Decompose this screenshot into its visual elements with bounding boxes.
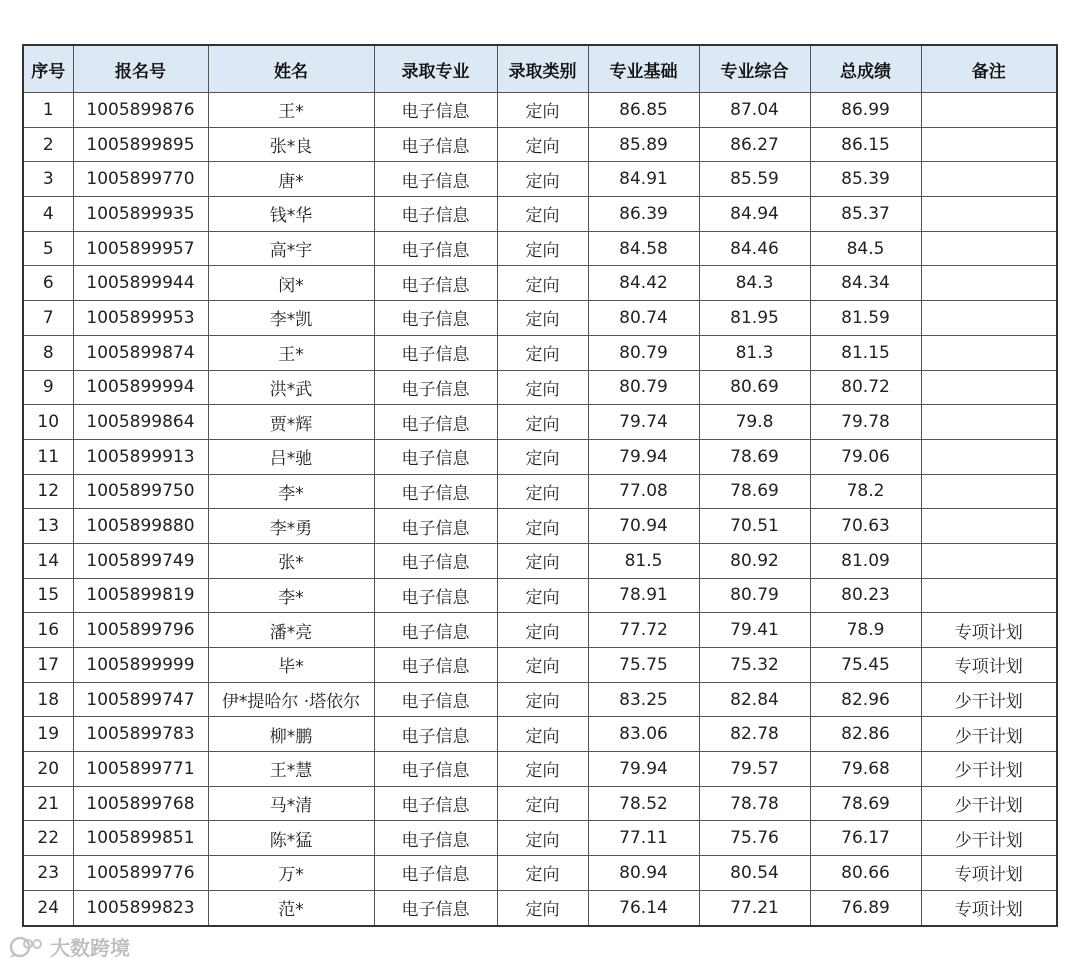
comprehensive-score-cell: 75.32 bbox=[699, 648, 810, 683]
comprehensive-score-cell: 79.41 bbox=[699, 613, 810, 648]
row-number-cell: 11 bbox=[23, 439, 73, 474]
major-cell: 电子信息 bbox=[374, 93, 497, 128]
registration-number-cell: 1005899874 bbox=[73, 335, 208, 370]
basic-score-cell: 83.06 bbox=[588, 717, 699, 752]
row-number-cell: 23 bbox=[23, 856, 73, 891]
category-cell: 定向 bbox=[497, 509, 588, 544]
major-cell: 电子信息 bbox=[374, 509, 497, 544]
row-number-cell: 20 bbox=[23, 752, 73, 787]
basic-score-cell: 80.79 bbox=[588, 335, 699, 370]
name-cell: 潘*亮 bbox=[208, 613, 374, 648]
table-row bbox=[23, 890, 1057, 925]
basic-score-cell: 80.79 bbox=[588, 370, 699, 405]
comprehensive-score-cell: 81.95 bbox=[699, 301, 810, 336]
major-cell: 电子信息 bbox=[374, 439, 497, 474]
basic-score-cell: 79.74 bbox=[588, 405, 699, 440]
column-header: 报名号 bbox=[73, 45, 208, 93]
total-score-cell: 70.63 bbox=[810, 509, 921, 544]
table-row bbox=[23, 856, 1057, 891]
table-row bbox=[23, 335, 1057, 370]
total-score-cell: 81.59 bbox=[810, 301, 921, 336]
table-header bbox=[23, 45, 1057, 93]
column-header: 序号 bbox=[23, 45, 73, 93]
column-header: 姓名 bbox=[208, 45, 374, 93]
table-row bbox=[23, 127, 1057, 162]
remark-cell bbox=[921, 439, 1057, 474]
comprehensive-score-cell: 84.94 bbox=[699, 197, 810, 232]
total-score-cell: 82.86 bbox=[810, 717, 921, 752]
basic-score-cell: 77.08 bbox=[588, 474, 699, 509]
registration-number-cell: 1005899749 bbox=[73, 543, 208, 578]
category-cell: 定向 bbox=[497, 752, 588, 787]
category-cell: 定向 bbox=[497, 613, 588, 648]
total-score-cell: 81.15 bbox=[810, 335, 921, 370]
remark-cell: 专项计划 bbox=[921, 613, 1057, 648]
table-row bbox=[23, 648, 1057, 683]
remark-cell bbox=[921, 93, 1057, 128]
category-cell: 定向 bbox=[497, 578, 588, 613]
category-cell: 定向 bbox=[497, 197, 588, 232]
name-cell: 王* bbox=[208, 93, 374, 128]
total-score-cell: 78.9 bbox=[810, 613, 921, 648]
name-cell: 李* bbox=[208, 578, 374, 613]
major-cell: 电子信息 bbox=[374, 370, 497, 405]
table-row bbox=[23, 474, 1057, 509]
major-cell: 电子信息 bbox=[374, 786, 497, 821]
remark-cell: 少干计划 bbox=[921, 682, 1057, 717]
registration-number-cell: 1005899819 bbox=[73, 578, 208, 613]
table-row bbox=[23, 93, 1057, 128]
table-row bbox=[23, 717, 1057, 752]
category-cell: 定向 bbox=[497, 127, 588, 162]
registration-number-cell: 1005899999 bbox=[73, 648, 208, 683]
major-cell: 电子信息 bbox=[374, 752, 497, 787]
category-cell: 定向 bbox=[497, 335, 588, 370]
comprehensive-score-cell: 81.3 bbox=[699, 335, 810, 370]
registration-number-cell: 1005899895 bbox=[73, 127, 208, 162]
category-cell: 定向 bbox=[497, 821, 588, 856]
major-cell: 电子信息 bbox=[374, 335, 497, 370]
category-cell: 定向 bbox=[497, 162, 588, 197]
remark-cell: 少干计划 bbox=[921, 786, 1057, 821]
table-row bbox=[23, 821, 1057, 856]
name-cell: 陈*猛 bbox=[208, 821, 374, 856]
basic-score-cell: 79.94 bbox=[588, 439, 699, 474]
table-row bbox=[23, 197, 1057, 232]
total-score-cell: 79.78 bbox=[810, 405, 921, 440]
category-cell: 定向 bbox=[497, 93, 588, 128]
basic-score-cell: 78.91 bbox=[588, 578, 699, 613]
remark-cell bbox=[921, 162, 1057, 197]
name-cell: 毕* bbox=[208, 648, 374, 683]
basic-score-cell: 78.52 bbox=[588, 786, 699, 821]
column-header: 专业基础 bbox=[588, 45, 699, 93]
remark-cell bbox=[921, 578, 1057, 613]
major-cell: 电子信息 bbox=[374, 231, 497, 266]
major-cell: 电子信息 bbox=[374, 197, 497, 232]
total-score-cell: 86.99 bbox=[810, 93, 921, 128]
major-cell: 电子信息 bbox=[374, 266, 497, 301]
row-number-cell: 24 bbox=[23, 890, 73, 925]
remark-cell bbox=[921, 266, 1057, 301]
remark-cell bbox=[921, 405, 1057, 440]
table-row bbox=[23, 682, 1057, 717]
comprehensive-score-cell: 80.92 bbox=[699, 543, 810, 578]
name-cell: 伊*提哈尔 ·塔依尔 bbox=[208, 682, 374, 717]
row-number-cell: 1 bbox=[23, 93, 73, 128]
row-number-cell: 12 bbox=[23, 474, 73, 509]
basic-score-cell: 77.72 bbox=[588, 613, 699, 648]
row-number-cell: 15 bbox=[23, 578, 73, 613]
comprehensive-score-cell: 78.69 bbox=[699, 439, 810, 474]
registration-number-cell: 1005899796 bbox=[73, 613, 208, 648]
comprehensive-score-cell: 77.21 bbox=[699, 890, 810, 925]
total-score-cell: 80.72 bbox=[810, 370, 921, 405]
basic-score-cell: 80.74 bbox=[588, 301, 699, 336]
registration-number-cell: 1005899783 bbox=[73, 717, 208, 752]
remark-cell bbox=[921, 231, 1057, 266]
basic-score-cell: 76.14 bbox=[588, 890, 699, 925]
remark-cell bbox=[921, 197, 1057, 232]
basic-score-cell: 75.75 bbox=[588, 648, 699, 683]
remark-cell bbox=[921, 127, 1057, 162]
major-cell: 电子信息 bbox=[374, 162, 497, 197]
name-cell: 范* bbox=[208, 890, 374, 925]
category-cell: 定向 bbox=[497, 648, 588, 683]
watermark bbox=[8, 932, 130, 961]
total-score-cell: 81.09 bbox=[810, 543, 921, 578]
table-row bbox=[23, 301, 1057, 336]
registration-number-cell: 1005899776 bbox=[73, 856, 208, 891]
total-score-cell: 80.23 bbox=[810, 578, 921, 613]
major-cell: 电子信息 bbox=[374, 682, 497, 717]
name-cell: 王* bbox=[208, 335, 374, 370]
comprehensive-score-cell: 79.57 bbox=[699, 752, 810, 787]
basic-score-cell: 86.85 bbox=[588, 93, 699, 128]
basic-score-cell: 70.94 bbox=[588, 509, 699, 544]
table-row bbox=[23, 439, 1057, 474]
comprehensive-score-cell: 80.69 bbox=[699, 370, 810, 405]
table-row bbox=[23, 370, 1057, 405]
remark-cell bbox=[921, 543, 1057, 578]
basic-score-cell: 84.42 bbox=[588, 266, 699, 301]
comprehensive-score-cell: 80.79 bbox=[699, 578, 810, 613]
major-cell: 电子信息 bbox=[374, 578, 497, 613]
comprehensive-score-cell: 79.8 bbox=[699, 405, 810, 440]
comprehensive-score-cell: 82.84 bbox=[699, 682, 810, 717]
remark-cell bbox=[921, 370, 1057, 405]
category-cell: 定向 bbox=[497, 890, 588, 925]
category-cell: 定向 bbox=[497, 266, 588, 301]
comprehensive-score-cell: 80.54 bbox=[699, 856, 810, 891]
column-header: 专业综合 bbox=[699, 45, 810, 93]
remark-cell bbox=[921, 509, 1057, 544]
category-cell: 定向 bbox=[497, 370, 588, 405]
row-number-cell: 6 bbox=[23, 266, 73, 301]
category-cell: 定向 bbox=[497, 717, 588, 752]
total-score-cell: 78.2 bbox=[810, 474, 921, 509]
table-row bbox=[23, 543, 1057, 578]
table-row bbox=[23, 266, 1057, 301]
total-score-cell: 75.45 bbox=[810, 648, 921, 683]
basic-score-cell: 81.5 bbox=[588, 543, 699, 578]
column-header: 总成绩 bbox=[810, 45, 921, 93]
total-score-cell: 85.39 bbox=[810, 162, 921, 197]
total-score-cell: 78.69 bbox=[810, 786, 921, 821]
chat-bubble-logo-icon bbox=[8, 935, 46, 959]
row-number-cell: 10 bbox=[23, 405, 73, 440]
table-row bbox=[23, 613, 1057, 648]
category-cell: 定向 bbox=[497, 439, 588, 474]
admission-score-table bbox=[22, 44, 1058, 927]
basic-score-cell: 84.91 bbox=[588, 162, 699, 197]
total-score-cell: 86.15 bbox=[810, 127, 921, 162]
row-number-cell: 9 bbox=[23, 370, 73, 405]
major-cell: 电子信息 bbox=[374, 890, 497, 925]
name-cell: 柳*鹏 bbox=[208, 717, 374, 752]
registration-number-cell: 1005899768 bbox=[73, 786, 208, 821]
column-header: 备注 bbox=[921, 45, 1057, 93]
column-header: 录取类别 bbox=[497, 45, 588, 93]
registration-number-cell: 1005899876 bbox=[73, 93, 208, 128]
name-cell: 闵* bbox=[208, 266, 374, 301]
major-cell: 电子信息 bbox=[374, 648, 497, 683]
registration-number-cell: 1005899953 bbox=[73, 301, 208, 336]
name-cell: 李* bbox=[208, 474, 374, 509]
name-cell: 王*慧 bbox=[208, 752, 374, 787]
category-cell: 定向 bbox=[497, 543, 588, 578]
major-cell: 电子信息 bbox=[374, 543, 497, 578]
remark-cell: 少干计划 bbox=[921, 752, 1057, 787]
category-cell: 定向 bbox=[497, 405, 588, 440]
total-score-cell: 84.34 bbox=[810, 266, 921, 301]
row-number-cell: 7 bbox=[23, 301, 73, 336]
row-number-cell: 16 bbox=[23, 613, 73, 648]
remark-cell: 专项计划 bbox=[921, 648, 1057, 683]
total-score-cell: 79.06 bbox=[810, 439, 921, 474]
comprehensive-score-cell: 84.46 bbox=[699, 231, 810, 266]
column-header: 录取专业 bbox=[374, 45, 497, 93]
total-score-cell: 80.66 bbox=[810, 856, 921, 891]
name-cell: 洪*武 bbox=[208, 370, 374, 405]
registration-number-cell: 1005899864 bbox=[73, 405, 208, 440]
table-row bbox=[23, 162, 1057, 197]
major-cell: 电子信息 bbox=[374, 474, 497, 509]
basic-score-cell: 77.11 bbox=[588, 821, 699, 856]
row-number-cell: 3 bbox=[23, 162, 73, 197]
major-cell: 电子信息 bbox=[374, 613, 497, 648]
remark-cell bbox=[921, 301, 1057, 336]
comprehensive-score-cell: 85.59 bbox=[699, 162, 810, 197]
header-row bbox=[23, 45, 1057, 93]
category-cell: 定向 bbox=[497, 474, 588, 509]
table-row bbox=[23, 509, 1057, 544]
name-cell: 张*良 bbox=[208, 127, 374, 162]
row-number-cell: 18 bbox=[23, 682, 73, 717]
remark-cell: 少干计划 bbox=[921, 821, 1057, 856]
basic-score-cell: 86.39 bbox=[588, 197, 699, 232]
comprehensive-score-cell: 87.04 bbox=[699, 93, 810, 128]
comprehensive-score-cell: 70.51 bbox=[699, 509, 810, 544]
registration-number-cell: 1005899913 bbox=[73, 439, 208, 474]
remark-cell bbox=[921, 335, 1057, 370]
name-cell: 高*宇 bbox=[208, 231, 374, 266]
row-number-cell: 14 bbox=[23, 543, 73, 578]
major-cell: 电子信息 bbox=[374, 301, 497, 336]
total-score-cell: 79.68 bbox=[810, 752, 921, 787]
basic-score-cell: 85.89 bbox=[588, 127, 699, 162]
category-cell: 定向 bbox=[497, 682, 588, 717]
comprehensive-score-cell: 84.3 bbox=[699, 266, 810, 301]
remark-cell: 少干计划 bbox=[921, 717, 1057, 752]
total-score-cell: 85.37 bbox=[810, 197, 921, 232]
name-cell: 万* bbox=[208, 856, 374, 891]
table-row bbox=[23, 786, 1057, 821]
table-row bbox=[23, 231, 1057, 266]
remark-cell bbox=[921, 474, 1057, 509]
basic-score-cell: 83.25 bbox=[588, 682, 699, 717]
name-cell: 钱*华 bbox=[208, 197, 374, 232]
remark-cell: 专项计划 bbox=[921, 856, 1057, 891]
basic-score-cell: 80.94 bbox=[588, 856, 699, 891]
name-cell: 马*清 bbox=[208, 786, 374, 821]
category-cell: 定向 bbox=[497, 856, 588, 891]
row-number-cell: 13 bbox=[23, 509, 73, 544]
registration-number-cell: 1005899880 bbox=[73, 509, 208, 544]
name-cell: 唐* bbox=[208, 162, 374, 197]
name-cell: 张* bbox=[208, 543, 374, 578]
registration-number-cell: 1005899944 bbox=[73, 266, 208, 301]
row-number-cell: 2 bbox=[23, 127, 73, 162]
comprehensive-score-cell: 78.78 bbox=[699, 786, 810, 821]
row-number-cell: 8 bbox=[23, 335, 73, 370]
major-cell: 电子信息 bbox=[374, 717, 497, 752]
registration-number-cell: 1005899771 bbox=[73, 752, 208, 787]
table-row bbox=[23, 752, 1057, 787]
registration-number-cell: 1005899994 bbox=[73, 370, 208, 405]
category-cell: 定向 bbox=[497, 786, 588, 821]
registration-number-cell: 1005899770 bbox=[73, 162, 208, 197]
basic-score-cell: 84.58 bbox=[588, 231, 699, 266]
remark-cell: 专项计划 bbox=[921, 890, 1057, 925]
name-cell: 李*勇 bbox=[208, 509, 374, 544]
major-cell: 电子信息 bbox=[374, 127, 497, 162]
total-score-cell: 82.96 bbox=[810, 682, 921, 717]
total-score-cell: 76.89 bbox=[810, 890, 921, 925]
comprehensive-score-cell: 75.76 bbox=[699, 821, 810, 856]
comprehensive-score-cell: 86.27 bbox=[699, 127, 810, 162]
registration-number-cell: 1005899851 bbox=[73, 821, 208, 856]
comprehensive-score-cell: 78.69 bbox=[699, 474, 810, 509]
major-cell: 电子信息 bbox=[374, 405, 497, 440]
registration-number-cell: 1005899957 bbox=[73, 231, 208, 266]
major-cell: 电子信息 bbox=[374, 856, 497, 891]
table-body bbox=[23, 93, 1057, 926]
basic-score-cell: 79.94 bbox=[588, 752, 699, 787]
row-number-cell: 17 bbox=[23, 648, 73, 683]
table-row bbox=[23, 578, 1057, 613]
row-number-cell: 21 bbox=[23, 786, 73, 821]
total-score-cell: 76.17 bbox=[810, 821, 921, 856]
registration-number-cell: 1005899823 bbox=[73, 890, 208, 925]
total-score-cell: 84.5 bbox=[810, 231, 921, 266]
row-number-cell: 19 bbox=[23, 717, 73, 752]
watermark-text: 大数跨境 bbox=[50, 936, 130, 960]
registration-number-cell: 1005899935 bbox=[73, 197, 208, 232]
comprehensive-score-cell: 82.78 bbox=[699, 717, 810, 752]
row-number-cell: 22 bbox=[23, 821, 73, 856]
row-number-cell: 4 bbox=[23, 197, 73, 232]
name-cell: 吕*驰 bbox=[208, 439, 374, 474]
registration-number-cell: 1005899747 bbox=[73, 682, 208, 717]
row-number-cell: 5 bbox=[23, 231, 73, 266]
name-cell: 李*凯 bbox=[208, 301, 374, 336]
name-cell: 贾*辉 bbox=[208, 405, 374, 440]
table-row bbox=[23, 405, 1057, 440]
registration-number-cell: 1005899750 bbox=[73, 474, 208, 509]
category-cell: 定向 bbox=[497, 301, 588, 336]
category-cell: 定向 bbox=[497, 231, 588, 266]
major-cell: 电子信息 bbox=[374, 821, 497, 856]
